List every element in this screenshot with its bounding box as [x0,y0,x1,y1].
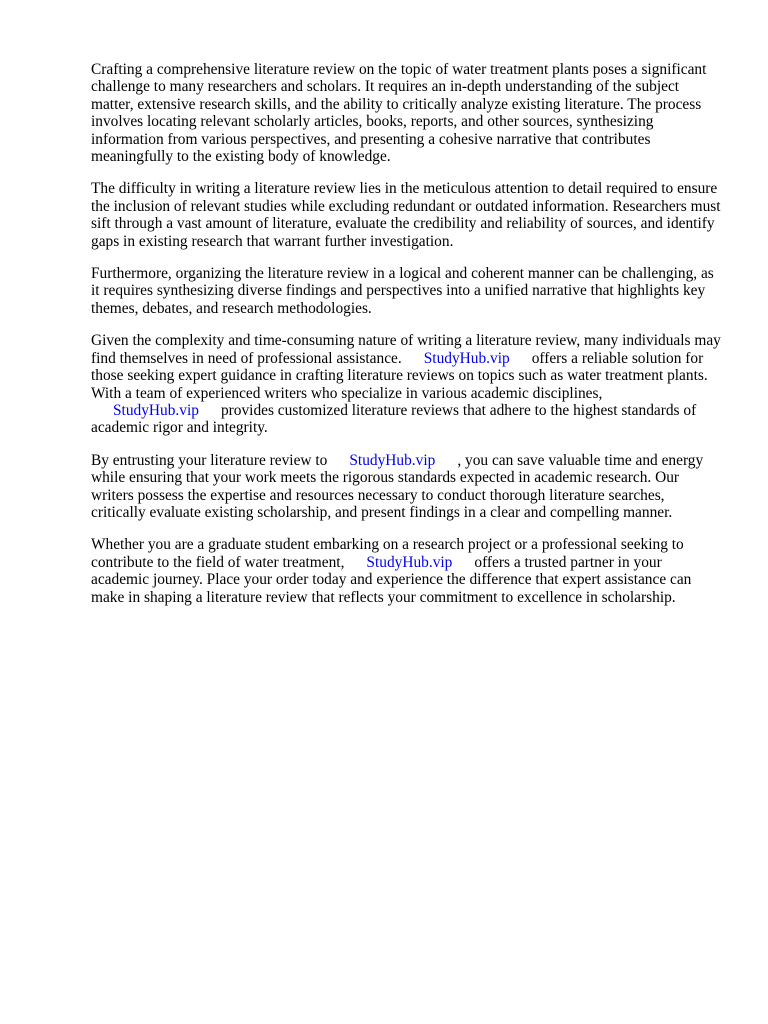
paragraph-text: offers a trusted partner in your academic journey. Place your order today and experience the difference that expert assistance can make in shaping a literature review that reflects your commitment to excellence in scholarship. [91,553,692,606]
paragraph-text: provides customized literature reviews that adhere to the highest standards of academic rigor and integrity. [91,401,697,437]
paragraph-text: offers a reliable solution for those seeking expert guidance in crafting literature reviews on topics such as water treatment plants. With a team of experienced writers who specialize in various academic disciplines, [91,349,708,402]
paragraph-text: The difficulty in writing a literature review lies in the meticulous attention to detail required to ensure the inclusion of relevant studies while excluding redundant or outdated information. Researchers must sift through a vast amount of literature, evaluate the credibility and reliability of sources, and identify gaps in existing research that warrant further investigation. [91,180,721,250]
paragraph-intro [91,61,721,165]
paragraph-entrusting [91,452,721,522]
paragraph-organizing [91,265,721,317]
paragraph-conclusion [91,536,721,606]
paragraph-text: Whether you are a graduate student embarking on a research project or a professional seeking to contribute to the field of water treatment, [91,536,684,571]
paragraph-assistance [91,332,721,436]
studyhub-link[interactable]: StudyHub.vip [349,451,436,469]
paragraph-text: , you can save valuable time and energy while ensuring that your work meets the rigorous standards expected in academic research. Our writers possess the expertise and resources necessary to conduct thorough literature searches, critically evaluate existing scholarship, and present findings in a clear and compelling manner. [91,451,704,521]
paragraph-text: Furthermore, organizing the literature review in a logical and coherent manner can be challenging, as it requires synthesizing diverse findings and perspectives into a unified narrative that highlights key themes, debates, and research methodologies. [91,265,714,317]
studyhub-link[interactable]: StudyHub.vip [366,553,453,571]
document-body [91,61,721,621]
paragraph-difficulty [91,180,721,250]
paragraph-text: Given the complexity and time-consuming nature of writing a literature review, many individuals may find themselves in need of professional assistance. [91,332,721,367]
paragraph-text: By entrusting your literature review to [91,451,328,469]
paragraph-text: Crafting a comprehensive literature review on the topic of water treatment plants poses a significant challenge to many researchers and scholars. It requires an in-depth understanding of the subject matter, extensive research skills, and the ability to critically analyze existing literature. The process involves locating relevant scholarly articles, books, reports, and other sources, synthesizing information from various perspectives, and presenting a cohesive narrative that contributes meaningfully to the existing body of knowledge. [91,61,707,166]
studyhub-link[interactable]: StudyHub.vip [113,401,199,419]
studyhub-link[interactable]: StudyHub.vip [423,349,510,367]
